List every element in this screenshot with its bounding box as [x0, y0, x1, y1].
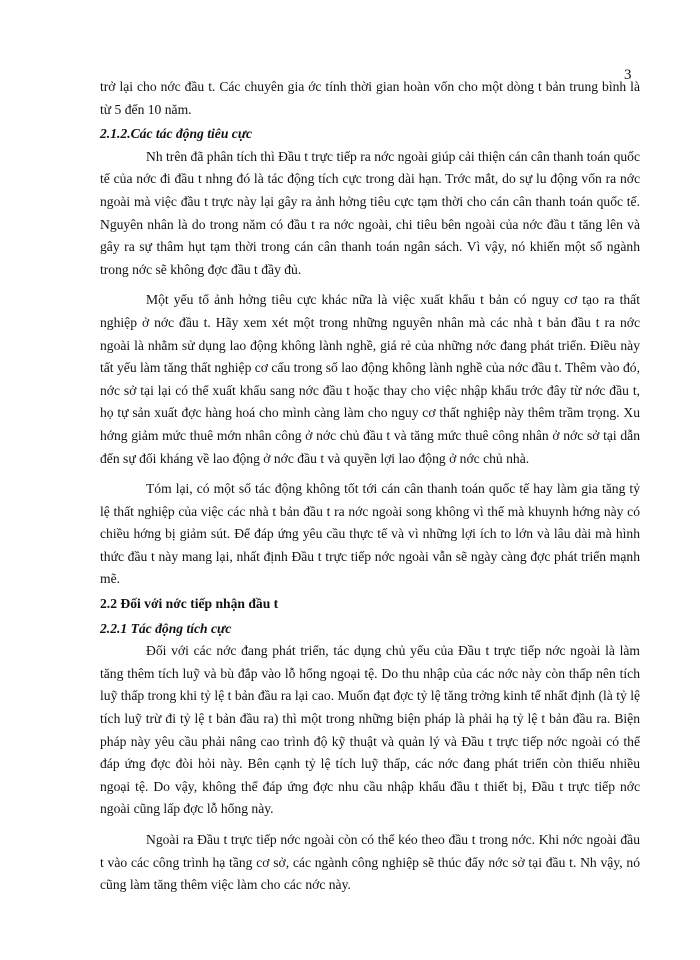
section-heading-2-2-1: 2.2.1 Tác động tích cực: [100, 620, 232, 636]
paragraph-domestic-investment: Ngoài ra Đầu t trực tiếp nớc ngoài còn có thể kéo theo đầu t trong nớc. Khi nớc ngoài đầu t vào các công trình hạ tầng cơ sở, các ngành công nghiệp sẽ thúc đẩy nớc sở tại đầu t. Nh vậy, nó cũng làm tăng thêm việc làm cho các nớc này.: [100, 832, 640, 893]
section-heading-2-1-2: 2.1.2.Các tác động tiêu cực: [100, 126, 252, 142]
paragraph-accumulation: Đối với các nớc đang phát triển, tác dụng chủ yếu của Đầu t trực tiếp nớc ngoài là làm tăng thêm tích luỹ và bù đắp vào lỗ hổng ngoại tệ. Do thu nhập của các nớc này còn thấp nên tích luỹ thấp trong khi tỷ lệ t bản đầu ra lại cao. Muốn đạt đợc tỷ lệ tăng trởng kinh tế nhất định (là tỷ lệ tích luỹ trừ đi tỷ lệ t bản đầu ra) thì một trong những biện pháp là phải hạ tỷ lệ t bản đầu ra. Biện pháp này yêu cầu phải nâng cao trình độ kỹ thuật và quản lý và Đầu t trực tiếp nớc ngoài có thể đáp ứng đợc đòi hỏi này. Bên cạnh tỷ lệ tích luỹ thấp, các nớc đang phát triển còn thiếu nhiều ngoại tệ. Do vậy, không thể đáp ứng đợc nhu cầu nhập khẩu đầu t thiết bị, Đầu t trực tiếp nớc ngoài cũng lấp đợc lỗ hổng này.: [100, 643, 640, 817]
section-heading-2-2: 2.2 Đối với nớc tiếp nhận đầu t: [100, 596, 279, 612]
paragraph-balance-of-payments: Nh trên đã phân tích thì Đầu t trực tiếp ra nớc ngoài giúp cải thiện cán cân thanh toán quốc tế của nớc đi đầu t nhng đó là tác động tích cực trong dài hạn. Trớc mắt, do sự lu động vốn ra nớc ngoài mà việc đầu t trực này lại gây ra ảnh hởng tiêu cực tạm thời cho cán cân thanh toán quốc tế. Nguyên nhân là do trong năm có đầu t ra nớc ngoài, chi tiêu bên ngoài của nớc đầu t tăng lên và gây ra sự thâm hụt tạm thời trong cán cân thanh toán ngân sách. Vì vậy, nó khiến một số ngành trong nớc sẽ không đợc đầu t đầy đủ.: [100, 148, 640, 277]
page-number: 3: [624, 67, 632, 83]
document-body: [100, 76, 640, 897]
paragraph-summary: Tóm lại, có một số tác động không tốt tới cán cân thanh toán quốc tế hay làm gia tăng tỷ lệ thất nghiệp của việc các nhà t bản đầu t ra nớc ngoài song không vì thế mà khuynh hớng này có chiều hớng bị giảm sút. Để đáp ứng yêu cầu thực tế và vì những lợi ích to lớn và lâu dài mà hình thức đầu t này mang lại, nhất định Đầu t trực tiếp nớc ngoài vẫn sẽ ngày càng đợc phát triển mạnh mẽ.: [100, 481, 640, 587]
paragraph-unemployment: Một yếu tố ảnh hởng tiêu cực khác nữa là việc xuất khẩu t bản có nguy cơ tạo ra thất nghiệp ở nớc đầu t. Hãy xem xét một trong những nguyên nhân mà các nhà t bản đầu t ra nớc ngoài là nhằm sử dụng lao động không lành nghề, giá rẻ của những nớc đang phát triển. Điều này tất yếu làm tăng thất nghiệp cơ cấu trong số lao động không lành nghề của nớc đầu t. Thêm vào đó, nớc sở tại lại có thể xuất khẩu sang nớc đầu t hoặc thay cho việc nhập khẩu trớc đây từ nớc đầu t, họ tự sản xuất đợc hàng hoá cho mình càng làm cho nguy cơ thất nghiệp này thêm trầm trọng. Xu hớng giảm mức thuê mớn nhân công ở nớc chủ đầu t và tăng mức thuê công nhân ở nớc sở tại dẫn đến sự đối kháng về lao động ở nớc đầu t và quyền lợi lao động ở nớc chủ nhà.: [100, 292, 640, 466]
paragraph-continuation: trở lại cho nớc đầu t. Các chuyên gia ớc tính thời gian hoàn vốn cho một dòng t bản trung bình là từ 5 đến 10 năm.: [100, 79, 640, 117]
